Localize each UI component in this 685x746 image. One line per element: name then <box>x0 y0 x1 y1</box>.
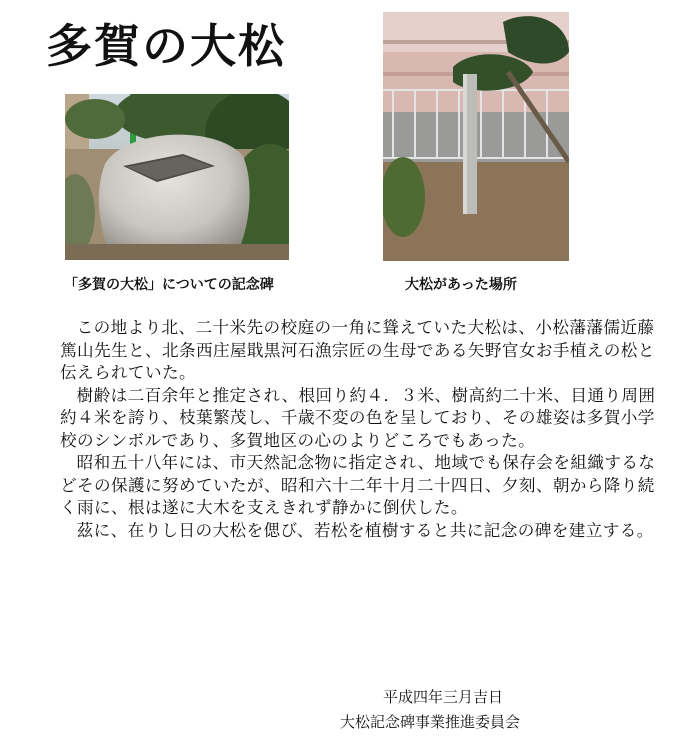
inscription-body <box>60 317 660 542</box>
site-caption: 大松があった場所 <box>405 277 517 293</box>
paragraph: この地より北、二十米先の校庭の一角に聳えていた大松は、小松藩藩儒近藤篤山先生と、北条西庄屋戢黒河石漁宗匠の生母である矢野官女お手植えの松と伝えられていた。 <box>60 318 655 382</box>
monument-photo <box>65 94 289 260</box>
erection-date: 平成四年三月吉日 <box>383 688 504 706</box>
paragraph: 樹齢は二百余年と推定され、根回り約４．３米、樹高約二十米、目通り周囲約４米を誇り、枝葉繁茂し、千歳不変の色を呈しており、その雄姿は多賀小学校のシンボルであり、多賀地区の心のよりどころでもあった。 <box>60 385 656 450</box>
paragraph: 昭和五十八年には、市天然記念物に指定され、地域でも保存会を組織するなどその保護に努めていたが、昭和六十二年十月二十四日、夕刻、朝から降り続く雨に、根は遂に大木を支えきれず静かに倒伏した。 <box>60 453 656 517</box>
page-title: 多賀の大松 <box>46 19 286 73</box>
monument-caption: 「多賀の大松」についての記念碑 <box>64 277 274 293</box>
paragraph: 茲に、在りし日の大松を偲び、若松を植樹すると共に記念の碑を建立する。 <box>76 520 654 540</box>
site-photo <box>383 12 569 261</box>
organization-name: 大松記念碑事業推進委員会 <box>340 713 521 731</box>
